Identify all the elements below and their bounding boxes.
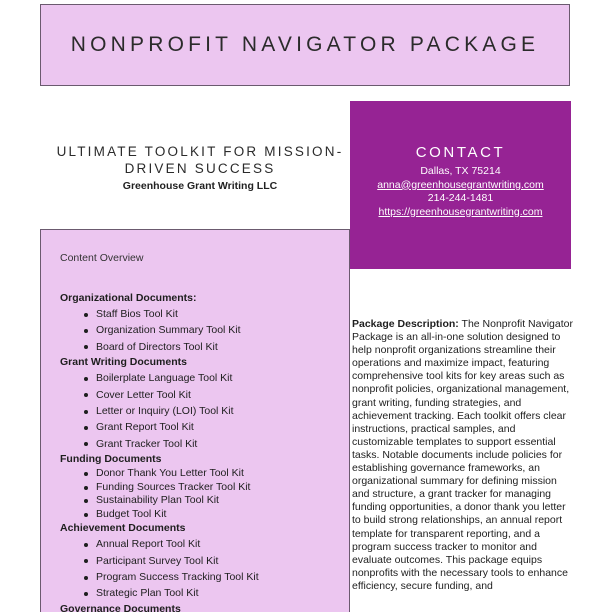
title-banner [40, 4, 570, 86]
description-label: Package Description: [352, 318, 459, 330]
list-item: Annual Report Tool Kit [60, 536, 349, 552]
list-item: Program Success Tracking Tool Kit [60, 569, 349, 585]
company-name: Greenhouse Grant Writing LLC [122, 180, 278, 192]
section-heading: Achievement Documents [60, 522, 186, 535]
contact-box [350, 101, 571, 269]
section-heading: Organizational Documents: [60, 292, 197, 304]
list-item: Grant Report Tool Kit [60, 419, 349, 435]
list-item: Board of Directors Tool Kit [60, 339, 349, 355]
package-description [352, 318, 576, 593]
list-item: Donor Thank You Letter Tool Kit [60, 467, 349, 481]
list-item: Budget Tool Kit [60, 508, 349, 522]
contact-phone: 214-244-1481 [427, 192, 494, 204]
content-overview-panel [40, 229, 350, 612]
section-heading: Governance Documents [60, 602, 181, 612]
contact-website-link[interactable]: https://greenhousegrantwriting.com [378, 205, 543, 218]
list-item: Strategic Plan Tool Kit [60, 585, 349, 601]
overview-title: Content Overview [60, 252, 144, 264]
page-title: NONPROFIT NAVIGATOR PACKAGE [70, 33, 540, 56]
description-text: The Nonprofit Navigator Package is an all-in-one solution designed to help nonprofit organizations streamline their operations and maximize impact, featuring comprehensive tool kits for key areas such as nonprofit policies, organizational management, grant writing, funding strategies, and achievement tracking. Each toolkit offers clear instructions, practical samples, and customizable templates to support essential tasks. Notable documents include policies for establishing governance frameworks, an organizational summary for defining mission and structure, a grant tracker for managing funding opportunities, a donor thank you letter to build strong relationships, an annual report template for transparent reporting, and a program success tracker to monitor and evaluate outcomes. This package equips nonprofits with the necessary tools to enhance efficiency, secure funding, and [352, 318, 573, 592]
list-item: Boilerplate Language Tool Kit [60, 370, 349, 386]
section-list [60, 370, 349, 452]
list-item: Letter or Inquiry (LOI) Tool Kit [60, 403, 349, 419]
contact-heading: CONTACT [415, 144, 506, 161]
tagline: ULTIMATE TOOLKIT FOR MISSION- DRIVEN SUCCESS [56, 144, 344, 176]
contact-location: Dallas, TX 75214 [420, 165, 501, 177]
section-list [60, 306, 349, 355]
section-heading: Grant Writing Documents [60, 356, 187, 369]
list-item: Grant Tracker Tool Kit [60, 436, 349, 452]
section-list [60, 467, 349, 521]
contact-email-link[interactable]: anna@greenhousegrantwriting.com [377, 178, 544, 191]
list-item: Participant Survey Tool Kit [60, 553, 349, 569]
list-item: Funding Sources Tracker Tool Kit [60, 481, 349, 495]
list-item: Organization Summary Tool Kit [60, 322, 349, 338]
section-heading: Funding Documents [60, 453, 162, 466]
section-list [60, 536, 349, 602]
list-item: Cover Letter Tool Kit [60, 387, 349, 403]
subtitle-block [52, 143, 348, 192]
list-item: Sustainability Plan Tool Kit [60, 494, 349, 508]
list-item: Staff Bios Tool Kit [60, 306, 349, 322]
